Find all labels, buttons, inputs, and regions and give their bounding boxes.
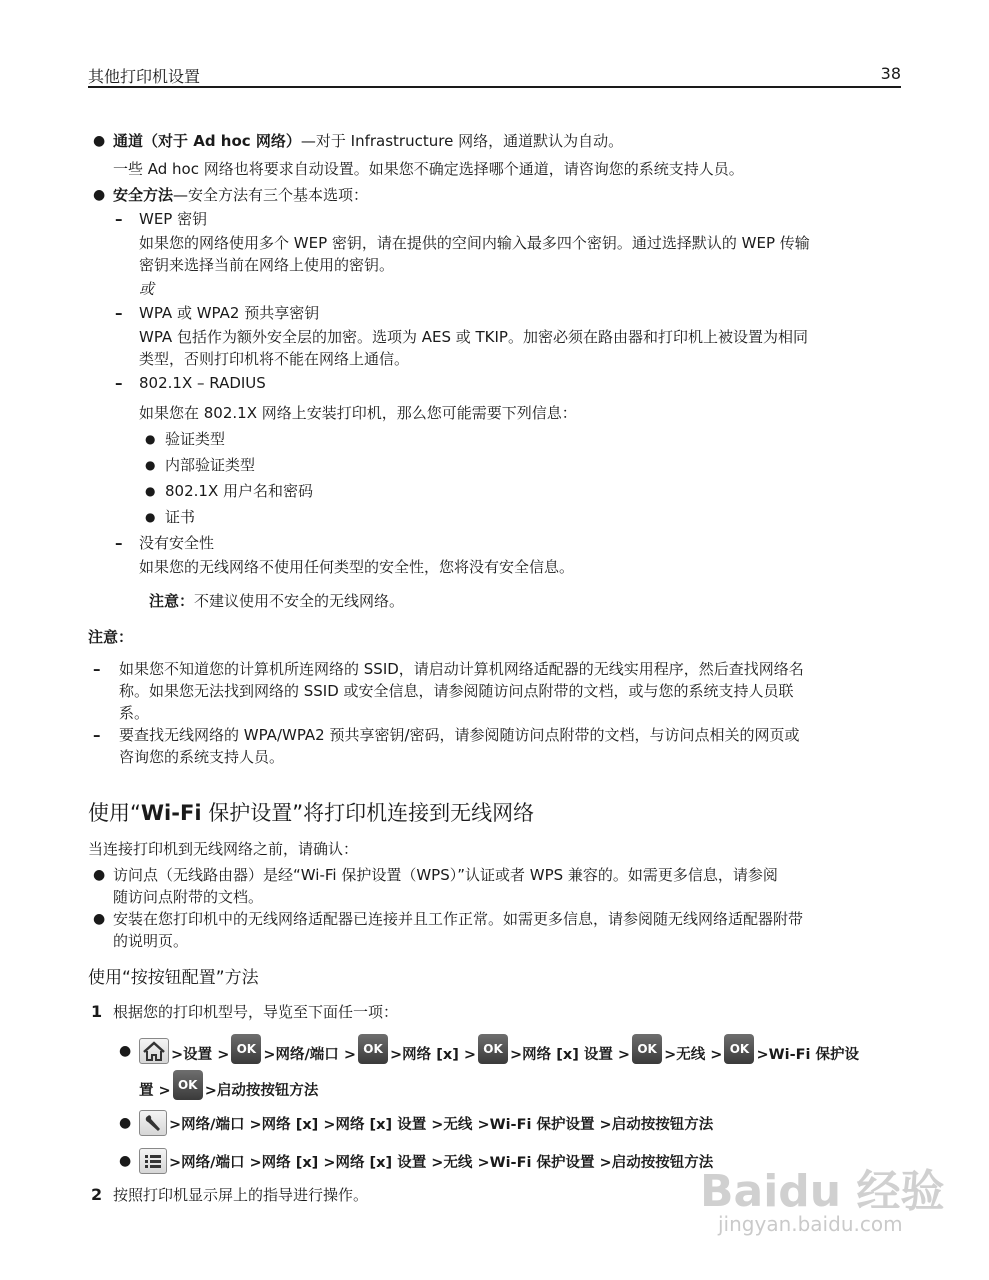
ok-icon: OK: [632, 1034, 662, 1064]
step1-text: 根据您的打印机型号，导览至下面任一项：: [113, 1003, 399, 1021]
bullet-icon: ●: [145, 510, 156, 524]
bullet-icon: ●: [119, 1153, 132, 1169]
path2-text: >网络/端口 >网络 [x] >网络 [x] 设置 >无线 >Wi-Fi 保护设置 >启动按按钮方法: [169, 1117, 714, 1133]
watermark-url: jingyan.baidu.com: [718, 1212, 903, 1236]
section-title: [88, 798, 534, 828]
bullet-icon: ●: [145, 458, 156, 472]
section-title-pre: 使用“: [88, 801, 141, 825]
path1-seg: >设置 >: [171, 1047, 230, 1063]
ok-icon: OK: [358, 1034, 388, 1064]
wep-line2: 密钥来选择当前在网络上使用的密钥。: [139, 256, 395, 274]
bullet-icon: ●: [93, 133, 106, 149]
note1-line3: 系。: [119, 704, 150, 722]
path1-seg: 置 >: [139, 1083, 171, 1099]
bullet-icon: ●: [119, 1043, 132, 1059]
step2-text: 按照打印机显示屏上的指导进行操作。: [113, 1186, 369, 1204]
note-text: 不建议使用不安全的无线网络。: [194, 592, 405, 610]
ok-icon: OK: [478, 1034, 508, 1064]
bullet-icon: ●: [145, 484, 156, 498]
path1-line2: [139, 1076, 318, 1106]
note-label: 注意：: [149, 592, 195, 610]
radius-item: 内部验证类型: [165, 456, 256, 474]
section-bullet1-line2: 随访问点附带的文档。: [113, 888, 264, 906]
bullet-icon: ●: [145, 432, 156, 446]
section-bullet2-line2: 的说明页。: [113, 932, 189, 950]
dash-icon: –: [115, 534, 123, 552]
bullet-icon: ●: [93, 187, 106, 203]
pbc-title: 使用“按按钮配置”方法: [88, 968, 259, 988]
section-bullet1-line1: 访问点（无线路由器）是经“Wi-Fi 保护设置（WPS）”认证或者 WPS 兼容的。如需更多信息，请参阅: [113, 866, 778, 884]
none-note: [149, 590, 404, 612]
section-intro: 当连接打印机到无线网络之前，请确认：: [88, 840, 359, 858]
ok-icon: OK: [724, 1034, 754, 1064]
radius-item: 证书: [165, 508, 196, 526]
path3: [139, 1150, 713, 1176]
wpa-title: WPA 或 WPA2 预共享密钥: [139, 304, 320, 322]
none-text: 如果您的无线网络不使用任何类型的安全性，您将没有安全信息。: [139, 558, 575, 576]
dash-icon: –: [115, 304, 123, 322]
dash-icon: –: [93, 660, 101, 678]
menu-icon: [139, 1148, 167, 1174]
path1-seg: >网络/端口 >: [263, 1047, 357, 1063]
header-title: 其他打印机设置: [88, 67, 201, 86]
path1-seg: >Wi-Fi 保护设: [756, 1047, 860, 1063]
dash-icon: –: [115, 374, 123, 392]
note2-line1: 要查找无线网络的 WPA/WPA2 预共享密钥/密码，请参阅随访问点附带的文档，与访问点相关的网页或: [119, 726, 800, 744]
notes-label: 注意：: [88, 628, 134, 646]
ok-icon: OK: [173, 1070, 203, 1100]
channel-paragraph: 一些 Ad hoc 网络也将要求自动设置。如果您不确定选择哪个通道，请咨询您的系统支持人员。: [113, 160, 744, 178]
wep-line1: 如果您的网络使用多个 WEP 密钥，请在提供的空间内输入最多四个密钥。通过选择默认的 WEP 传输: [139, 234, 810, 252]
wep-or: 或: [139, 280, 155, 298]
header-divider: [88, 86, 901, 88]
path3-text: >网络/端口 >网络 [x] >网络 [x] 设置 >无线 >Wi-Fi 保护设置 >启动按按钮方法: [169, 1155, 714, 1171]
bullet-icon: ●: [93, 867, 106, 883]
radius-title: 802.1X – RADIUS: [139, 374, 266, 392]
path1-line1: [139, 1040, 859, 1070]
path1-seg: >网络 [x] >: [390, 1047, 477, 1063]
security-item: [113, 184, 368, 206]
channel-label: 通道（对于 Ad hoc 网络）: [113, 132, 301, 150]
note1-line2: 称。如果您无法找到网络的 SSID 或安全信息，请参阅随访问点附带的文档，或与您的系统支持人员联: [119, 682, 794, 700]
dash-icon: –: [93, 726, 101, 744]
security-text: —安全方法有三个基本选项：: [173, 186, 369, 204]
step-number: 1: [91, 1002, 103, 1021]
note2-line2: 咨询您的系统支持人员。: [119, 748, 285, 766]
channel-text: —对于 Infrastructure 网络，通道默认为自动。: [300, 132, 624, 150]
dash-icon: –: [115, 210, 123, 228]
section-title-post: 保护设置”将打印机连接到无线网络: [201, 801, 535, 825]
step-number: 2: [91, 1185, 103, 1204]
security-label: 安全方法: [113, 186, 174, 204]
home-icon: [139, 1038, 169, 1064]
none-title: 没有安全性: [139, 534, 215, 552]
wrench-icon: [139, 1110, 167, 1136]
radius-intro: 如果您在 802.1X 网络上安装打印机，那么您可能需要下列信息：: [139, 404, 577, 422]
radius-item: 验证类型: [165, 430, 226, 448]
bullet-icon: ●: [119, 1115, 132, 1131]
watermark-brand: Baidu 经验: [700, 1166, 945, 1217]
bullet-icon: ●: [93, 911, 106, 927]
section-title-bold: Wi-Fi: [140, 801, 202, 825]
page-number: 38: [880, 64, 901, 83]
radius-item: 802.1X 用户名和密码: [165, 482, 313, 500]
wpa-line2: 类型，否则打印机将不能在网络上通信。: [139, 350, 410, 368]
path1-seg: >网络 [x] 设置 >: [510, 1047, 631, 1063]
path2: [139, 1112, 713, 1138]
wpa-line1: WPA 包括作为额外安全层的加密。选项为 AES 或 TKIP。加密必须在路由器和打印机上被设置为相同: [139, 328, 808, 346]
section-bullet2-line1: 安装在您打印机中的无线网络适配器已连接并且工作正常。如需更多信息，请参阅随无线网络适配器附带: [113, 910, 804, 928]
note1-line1: 如果您不知道您的计算机所连网络的 SSID，请启动计算机网络适配器的无线实用程序，然后查找网络名: [119, 660, 804, 678]
channel-item: [113, 130, 623, 152]
ok-icon: OK: [231, 1034, 261, 1064]
wep-title: WEP 密钥: [139, 210, 208, 228]
path1-seg: >无线 >: [664, 1047, 723, 1063]
path1-seg: >启动按按钮方法: [204, 1083, 319, 1099]
